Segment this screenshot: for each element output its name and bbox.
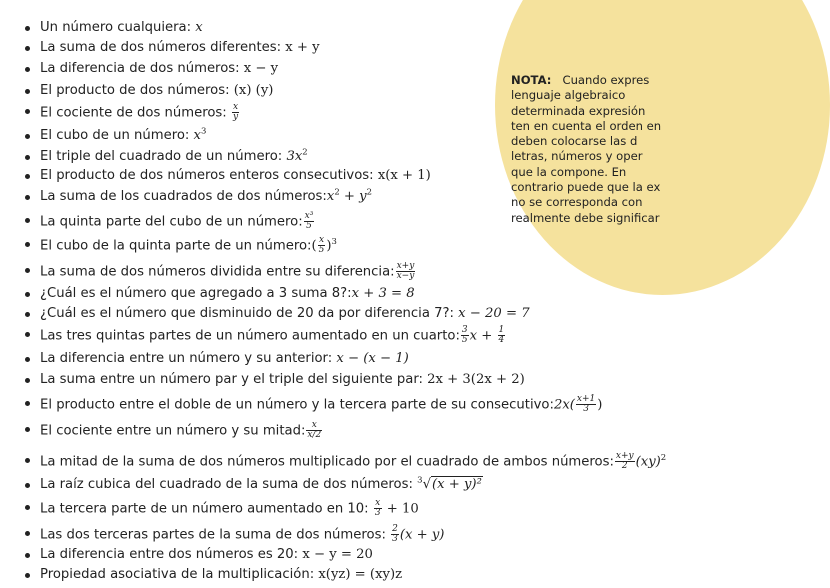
bullet-icon xyxy=(25,505,30,510)
fraction-numerator: 2 xyxy=(392,524,398,534)
list-item xyxy=(40,189,372,205)
bullet-icon xyxy=(25,458,30,463)
list-item xyxy=(40,61,278,77)
item-fraction xyxy=(232,103,239,122)
item-label: La quinta parte del cubo de un número: xyxy=(40,214,303,230)
note-line-3: ten en cuenta el orden en xyxy=(511,118,662,133)
list-item xyxy=(40,452,666,471)
bullet-icon xyxy=(25,174,30,179)
item-exponent: 2 xyxy=(660,453,667,464)
list-item xyxy=(40,286,415,302)
note-line-8: no se corresponda con xyxy=(511,195,643,210)
fraction-numerator: x+1 xyxy=(576,394,596,404)
item-expression-pre: ( xyxy=(311,238,317,254)
note-line-0 xyxy=(511,73,660,88)
item-fraction xyxy=(304,212,315,231)
bullet-icon xyxy=(25,573,30,578)
item-label: La suma de dos números dividida entre su diferencia: xyxy=(40,264,395,280)
item-expression-post: + 10 xyxy=(382,501,419,517)
item-label: El producto de dos números: xyxy=(40,83,230,98)
item-fraction xyxy=(374,499,382,518)
bullet-icon xyxy=(25,155,30,160)
item-label: ¿Cuál es el número que agregado a 3 suma 8?: xyxy=(40,286,352,301)
item-expression: x(yz) = (xy)z xyxy=(318,567,403,582)
fraction-denominator: 2 xyxy=(621,461,628,471)
item-exponent: 3 xyxy=(200,126,207,137)
list-item xyxy=(40,306,530,322)
item-expression: x − y xyxy=(243,61,279,76)
item-expression: x + y xyxy=(285,40,320,55)
fraction-numerator: x+y xyxy=(615,451,634,461)
bullet-icon xyxy=(25,332,30,337)
item-expression: x xyxy=(193,128,201,143)
bullet-icon xyxy=(25,531,30,536)
bullet-icon xyxy=(25,427,30,432)
fraction-denominator: x−y xyxy=(396,271,415,281)
item-label: El producto entre el doble de un número y la tercera parte de su consecutivo: xyxy=(40,397,554,413)
note-title: NOTA: xyxy=(511,73,552,87)
list-item xyxy=(40,525,444,544)
item-exponent-a: 2 xyxy=(334,187,340,198)
item-label: Las dos terceras partes de la suma de dos números: xyxy=(40,527,386,543)
note-line-6: que la compone. En xyxy=(511,164,627,179)
root-radicand: (x + y)² xyxy=(431,477,482,492)
item-expression: (x) (y) xyxy=(233,83,274,98)
fraction-denominator: 3 xyxy=(583,404,589,414)
list-item xyxy=(40,236,337,255)
item-expression-post: (x + y) xyxy=(399,527,445,543)
fraction-numerator: x³ xyxy=(304,211,314,221)
list-item xyxy=(40,212,315,231)
note-line-2: determinada expresión xyxy=(511,103,646,118)
bullet-icon xyxy=(25,89,30,94)
list-item xyxy=(40,262,416,281)
cube-root-expression: $^3$√(x + y)² xyxy=(417,475,482,492)
item-label: El cubo de la quinta parte de un número: xyxy=(40,238,312,254)
bullet-icon xyxy=(25,242,30,247)
item-fraction xyxy=(391,525,399,544)
item-label: El cociente entre un número y su mitad: xyxy=(40,423,306,439)
list-item xyxy=(40,547,373,563)
item-label: El cubo de un número: xyxy=(40,128,190,143)
item-expression: x − 20 = 7 xyxy=(458,306,530,321)
bullet-icon xyxy=(25,268,30,273)
item-label: Propiedad asociativa de la multiplicación: xyxy=(40,567,315,582)
item-label: El triple del cuadrado de un número: xyxy=(40,149,283,164)
list-item xyxy=(40,567,402,583)
note-text-0: Cuando expres xyxy=(562,73,650,87)
item-label: El producto de dos números enteros consecutivos: xyxy=(40,168,374,183)
item-label: La suma de dos números diferentes: xyxy=(40,40,282,55)
item-expression: x − (x − 1) xyxy=(336,351,409,366)
list-item xyxy=(40,83,273,99)
list-item xyxy=(40,40,320,56)
list-item xyxy=(40,421,323,440)
fraction-numerator: x xyxy=(375,498,381,508)
note-line-7: contrario puede que la ex xyxy=(511,180,661,195)
note-line-5: letras, números y oper xyxy=(511,149,643,164)
item-fraction xyxy=(318,236,326,255)
item-expression: x(x + 1) xyxy=(377,168,431,183)
item-fraction xyxy=(396,262,416,281)
item-label: La raíz cubica del cuadrado de la suma de dos números: xyxy=(40,477,413,492)
bullet-icon xyxy=(25,109,30,114)
note-line-4: deben colocarse las d xyxy=(511,134,638,149)
item-label: La mitad de la suma de dos números multiplicado por el cuadrado de ambos números: xyxy=(40,454,614,470)
fraction-numerator: 1 xyxy=(498,325,505,335)
item-label: ¿Cuál es el número que disminuido de 20 da por diferencia 7?: xyxy=(40,306,454,321)
list-item xyxy=(40,477,483,493)
bullet-icon xyxy=(25,46,30,51)
item-expression-mid: x + xyxy=(469,328,497,344)
bullet-icon xyxy=(25,134,30,139)
bullet-icon xyxy=(25,483,30,488)
item-expression-post: ) xyxy=(597,397,603,413)
item-fraction xyxy=(461,326,469,345)
list-item xyxy=(40,103,240,122)
fraction-denominator: 5 xyxy=(461,335,468,345)
list-item xyxy=(40,326,506,345)
item-expression-mid: + y xyxy=(339,189,367,204)
fraction-denominator: 3 xyxy=(374,508,381,518)
item-expression: 3x xyxy=(286,149,303,164)
list-item xyxy=(40,168,431,184)
list-item xyxy=(40,395,602,414)
item-expression-post: ) xyxy=(326,238,332,254)
note-line-9: realmente debe significar xyxy=(511,210,660,225)
item-expression: x + 3 = 8 xyxy=(351,286,415,301)
list-item xyxy=(40,499,419,518)
item-label: La diferencia de dos números: xyxy=(40,61,240,76)
list-item xyxy=(40,149,308,165)
bullet-icon xyxy=(25,218,30,223)
fraction-denominator: x/2 xyxy=(307,430,322,440)
fraction-denominator: y xyxy=(232,112,239,122)
item-fraction xyxy=(576,395,596,414)
fraction-denominator: 4 xyxy=(498,335,505,345)
item-expression-post: (xy) xyxy=(635,454,661,470)
item-label: El cociente de dos números: xyxy=(40,105,227,121)
fraction-numerator: x xyxy=(232,102,239,112)
item-label: Un número cualquiera: xyxy=(40,20,192,35)
item-exponent: 2 xyxy=(302,147,308,158)
bullet-icon xyxy=(25,401,30,406)
list-item xyxy=(40,351,409,367)
item-expression-a: x xyxy=(326,189,335,204)
bullet-icon xyxy=(25,26,30,31)
note-line-1: lenguaje algebraico xyxy=(511,88,626,103)
item-expression: x − y = 20 xyxy=(302,547,373,562)
item-exponent-b: 2 xyxy=(366,187,373,198)
item-expression-pre: 2x( xyxy=(553,397,575,413)
root-index: 3 xyxy=(417,475,423,486)
bullet-icon xyxy=(25,292,30,297)
fraction-numerator: 3 xyxy=(461,325,468,335)
bullet-icon xyxy=(25,553,30,558)
item-label: La suma entre un número par y el triple del siguiente par: xyxy=(40,372,423,387)
item-label: La suma de los cuadrados de dos números: xyxy=(40,189,327,204)
list-item xyxy=(40,372,525,388)
item-exponent: 3 xyxy=(331,237,337,248)
fraction-numerator: x xyxy=(306,421,322,431)
item-label: La diferencia entre un número y su anterior: xyxy=(40,351,333,366)
item-label: La tercera parte de un número aumentado en 10: xyxy=(40,501,369,517)
bullet-icon xyxy=(25,312,30,317)
item-fraction xyxy=(306,421,322,440)
item-fraction-2 xyxy=(498,326,506,345)
list-item xyxy=(40,128,206,144)
fraction-denominator: 5 xyxy=(306,221,312,231)
bullet-icon xyxy=(25,357,30,362)
fraction-denominator: 3 xyxy=(392,534,398,544)
item-label: La diferencia entre dos números es 20: xyxy=(40,547,299,562)
note-box xyxy=(511,73,660,226)
bullet-icon xyxy=(25,378,30,383)
bullet-icon xyxy=(25,195,30,200)
fraction-numerator: x xyxy=(318,235,325,245)
bullet-icon xyxy=(25,67,30,72)
fraction-numerator: x+y xyxy=(396,261,415,271)
item-expression: x xyxy=(195,20,203,35)
item-fraction xyxy=(615,452,635,471)
list-item xyxy=(40,20,203,36)
item-label: Las tres quintas partes de un número aumentado en un cuarto: xyxy=(40,328,460,344)
item-expression: 2x + 3(2x + 2) xyxy=(427,372,525,387)
fraction-denominator: 5 xyxy=(318,245,325,255)
